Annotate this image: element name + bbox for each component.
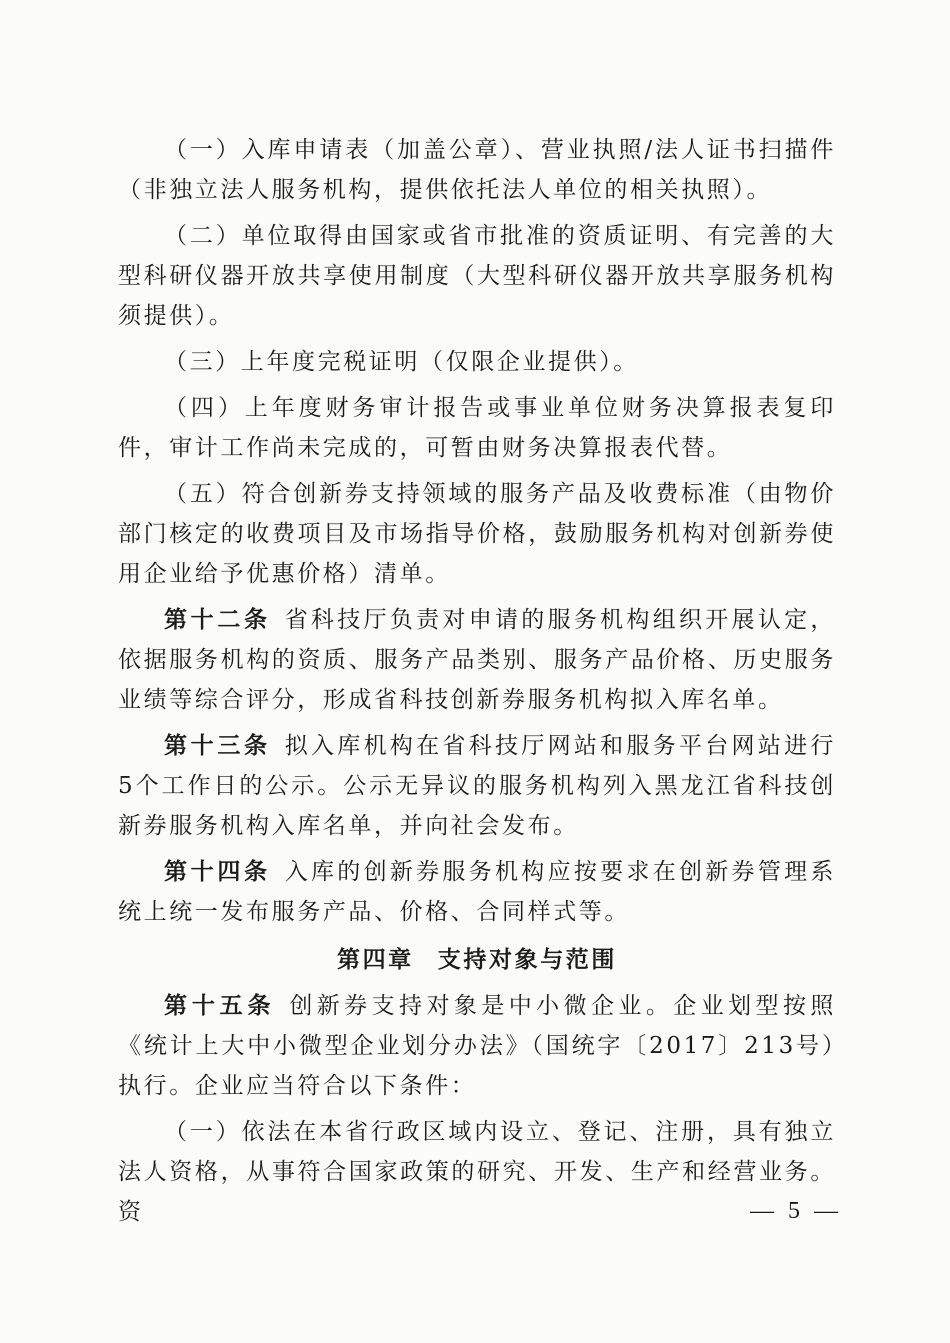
article-13-title: 第十三条	[164, 733, 271, 759]
article-12-text: 省科技厅负责对申请的服务机构组织开展认定，依据服务机构的资质、服务产品类别、服务产品价格、历史服务业绩等综合评分，形成省科技创新券服务机构拟入库名单。	[118, 607, 836, 713]
paragraph-item-5: （五）符合创新券支持领域的服务产品及收费标准（由物价部门核定的收费项目及市场指导价格，鼓励服务机构对创新券使用企业给予优惠价格）清单。	[118, 481, 836, 587]
article-15-text: 创新券支持对象是中小微企业。企业划型按照《统计上大中小微型企业划分办法》（国统字〔2017〕213号）执行。企业应当符合以下条件：	[118, 993, 837, 1099]
article-13	[118, 726, 836, 846]
article-15	[118, 986, 836, 1106]
article-12-title: 第十二条	[164, 607, 271, 633]
paragraph-item-2: （二）单位取得由国家或省市批准的资质证明、有完善的大型科研仪器开放共享使用制度（大型科研仪器开放共享服务机构须提供）。	[118, 223, 836, 329]
article-13-text: 拟入库机构在省科技厅网站和服务平台网站进行5个工作日的公示。公示无异议的服务机构列入黑龙江省科技创新券服务机构入库名单，并向社会发布。	[118, 733, 836, 839]
paragraph-item-1: （一）入库申请表（加盖公章）、营业执照/法人证书扫描件（非独立法人服务机构，提供依托法人单位的相关执照）。	[118, 137, 836, 203]
paragraph-item-3: （三）上年度完税证明（仅限企业提供）。	[164, 349, 639, 375]
paragraph-item-4: （四）上年度财务审计报告或事业单位财务决算报表复印件，审计工作尚未完成的，可暂由财务决算报表代替。	[118, 395, 836, 461]
document-body	[118, 130, 836, 1232]
chapter-heading	[118, 940, 836, 980]
article-14-text: 入库的创新券服务机构应按要求在创新券管理系统上统一发布服务产品、价格、合同样式等。	[118, 859, 836, 925]
chapter-number: 第四章	[336, 947, 414, 973]
chapter-title: 支持对象与范围	[437, 947, 617, 973]
page-number: — 5 —	[750, 1198, 842, 1224]
article-14	[118, 852, 836, 932]
article-12	[118, 600, 836, 720]
article-14-title: 第十四条	[164, 859, 271, 885]
paragraph-item-6: （一）依法在本省行政区域内设立、登记、注册，具有独立法人资格，从事符合国家政策的研究、开发、生产和经营业务。资	[118, 1119, 836, 1225]
article-15-title: 第十五条	[164, 993, 276, 1019]
